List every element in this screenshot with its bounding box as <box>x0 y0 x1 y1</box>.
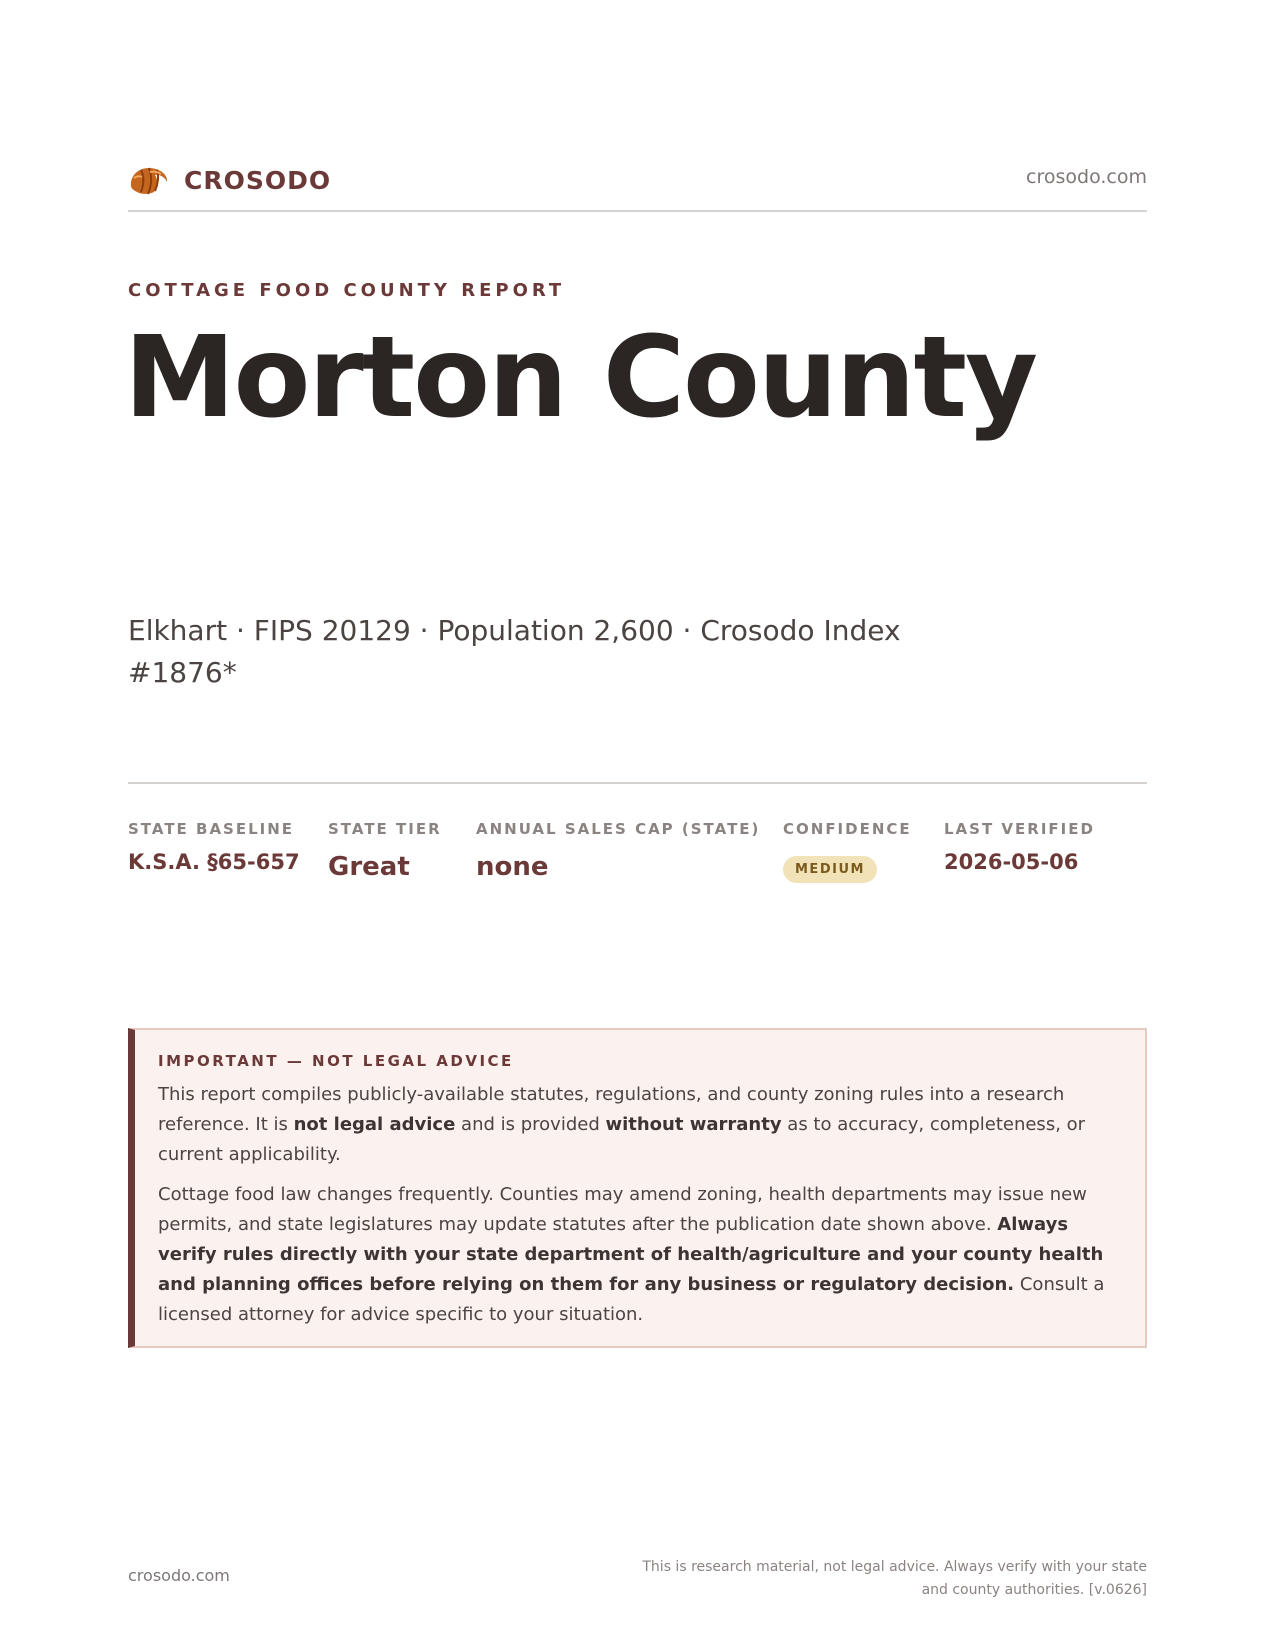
stat-label: LAST VERIFIED <box>944 820 1095 838</box>
croissant-icon <box>128 160 170 200</box>
page-header <box>128 160 1147 212</box>
report-page <box>124 0 1147 1650</box>
stats-row <box>128 782 1147 882</box>
stat-last-verified <box>944 820 1095 874</box>
stat-sales-cap <box>476 820 760 882</box>
notice-paragraph: This report compiles publicly-available statutes, regulations, and county zoning rules into a research reference. It is not legal advice and is provided without warranty as to accuracy, completeness, or current applicability. <box>158 1084 1086 1165</box>
stat-value: none <box>476 852 549 882</box>
stat-label: STATE BASELINE <box>128 820 295 838</box>
stat-label: CONFIDENCE <box>783 820 912 838</box>
report-eyebrow: COTTAGE FOOD COUNTY REPORT <box>128 280 566 301</box>
stat-value: Great <box>328 852 410 882</box>
stat-confidence <box>783 820 912 883</box>
brand[interactable] <box>128 160 331 200</box>
stat-label: ANNUAL SALES CAP (STATE) <box>476 820 761 838</box>
page-title: Morton County <box>124 313 1036 443</box>
notice-paragraph: Cottage food law changes frequently. Counties may amend zoning, health departments may issue new permits, and state legislatures may update statutes after the publication date shown above. Always verify rules directly with your state department of health/agriculture and your county health and planning offices before relying on them for any business or regulatory decision. Consult a licensed attorney for advice specific to your situation. <box>158 1184 1105 1325</box>
stat-state-baseline <box>128 820 300 874</box>
report-subtitle: Elkhart · FIPS 20129 · Population 2,600 · Crosodo Index #1876* <box>128 614 901 689</box>
legal-notice <box>128 1028 1147 1348</box>
notice-title: IMPORTANT — NOT LEGAL ADVICE <box>158 1052 514 1070</box>
header-site-url[interactable]: crosodo.com <box>1026 166 1147 188</box>
footer-disclaimer: This is research material, not legal advice. Always verify with your state and county authorities. [v.0626] <box>642 1559 1147 1598</box>
stat-value: K.S.A. §65-657 <box>128 850 300 874</box>
brand-name: CROSODO <box>184 165 332 195</box>
stat-state-tier <box>328 820 442 882</box>
stat-value: 2026-05-06 <box>944 850 1079 874</box>
footer-site-url[interactable]: crosodo.com <box>128 1566 230 1585</box>
stat-label: STATE TIER <box>328 820 442 838</box>
confidence-badge: MEDIUM <box>783 856 877 883</box>
